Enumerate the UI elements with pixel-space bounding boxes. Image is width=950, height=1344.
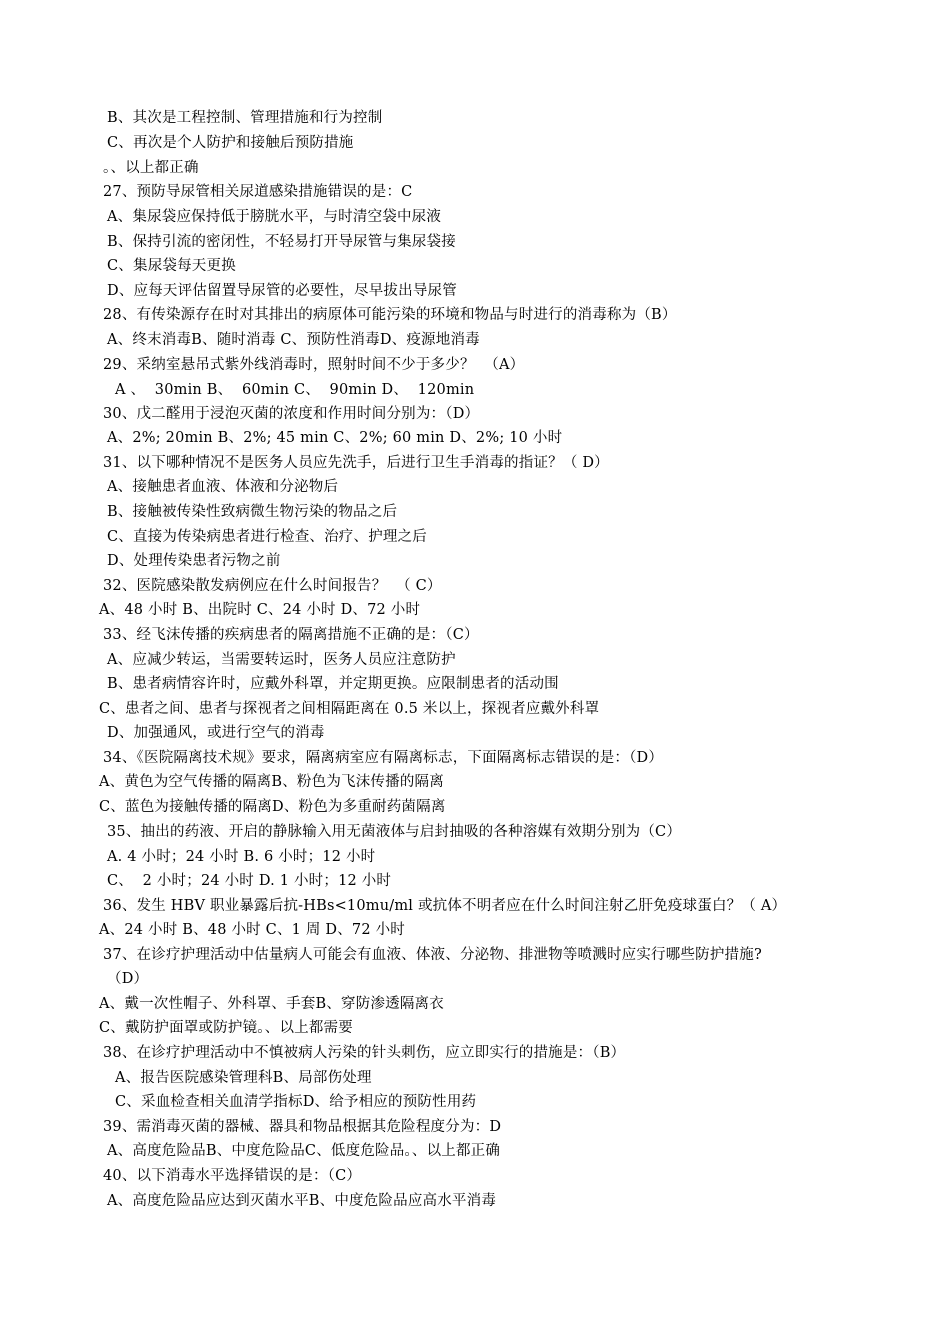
option-line: A、戴一次性帽子、外科罩、手套B、穿防渗透隔离衣: [99, 996, 444, 1012]
question-line: 38、在诊疗护理活动中不慎被病人污染的针头刺伤，应立即实行的措施是：（B）: [103, 1045, 626, 1061]
option-line: C、采血检查相关血清学指标D、给予相应的预防性用药: [115, 1094, 477, 1110]
option-line: A、集尿袋应保持低于膀胱水平，与时清空袋中尿液: [107, 209, 442, 225]
question-line: 31、以下哪种情况不是医务人员应先洗手，后进行卫生手消毒的指证？（ D）: [103, 455, 609, 471]
question-line: 35、抽出的药液、开启的静脉输入用无菌液体与启封抽吸的各种溶媒有效期分别为（C）: [107, 824, 682, 840]
option-line: C、戴防护面罩或防护镜。、以上都需要: [99, 1020, 353, 1036]
option-line: C、再次是个人防护和接触后预防措施: [107, 135, 354, 151]
option-line: A、黄色为空气传播的隔离B、粉色为飞沫传播的隔离: [99, 774, 444, 790]
option-line: B、其次是工程控制、管理措施和行为控制: [107, 110, 383, 126]
option-line: A、高度危险品B、中度危险品C、低度危险品。、以上都正确: [107, 1143, 501, 1159]
option-line: B、患者病情容许时，应戴外科罩，并定期更换。应限制患者的活动围: [107, 676, 559, 692]
question-line: 36、发生 HBV 职业暴露后抗-HBs<10mu/ml 或抗体不明者应在什么时间注射乙肝免疫球蛋白？（ A）: [103, 898, 787, 914]
question-line: 27、预防导尿管相关尿道感染措施错误的是：C: [103, 184, 413, 200]
option-line: C、蓝色为接触传播的隔离D、粉色为多重耐药菌隔离: [99, 799, 446, 815]
option-line: C、集尿袋每天更换: [107, 258, 236, 274]
option-line: A、终末消毒B、随时消毒 C、预防性消毒D、疫源地消毒: [107, 332, 480, 348]
question-answer-line: （D）: [107, 971, 149, 987]
option-line: C、 2 小时；24 小时 D. 1 小时；12 小时: [107, 873, 392, 889]
option-line: D、加强通风，或进行空气的消毒: [107, 725, 325, 741]
question-line: 30、戊二醛用于浸泡灭菌的浓度和作用时间分别为：（D）: [103, 406, 480, 422]
option-line: A、24 小时 B、48 小时 C、1 周 D、72 小时: [99, 922, 405, 938]
option-line: A 、 30min B、 60min C、 90min D、 120min: [115, 382, 475, 398]
option-line: A. 4 小时；24 小时 B. 6 小时；12 小时: [107, 849, 376, 865]
option-line: 。、以上都正确: [103, 160, 199, 176]
option-line: C、直接为传染病患者进行检查、治疗、护理之后: [107, 529, 427, 545]
question-line: 37、在诊疗护理活动中估量病人可能会有血液、体液、分泌物、排泄物等喷溅时应实行哪些防护措施?: [103, 947, 762, 963]
question-line: 29、采纳室悬吊式紫外线消毒时，照射时间不少于多少？ （A）: [103, 357, 525, 373]
question-line: 34、《医院隔离技术规》要求，隔离病室应有隔离标志，下面隔离标志错误的是：（D）: [103, 750, 664, 766]
question-line: 28、有传染源存在时对其排出的病原体可能污染的环境和物品与时进行的消毒称为（B）: [103, 307, 677, 323]
option-line: A、应减少转运，当需要转运时，医务人员应注意防护: [107, 652, 456, 668]
option-line: B、保持引流的密闭性，不轻易打开导尿管与集尿袋接: [107, 234, 456, 250]
option-line: A、2%; 20min B、2%; 45 min C、2%; 60 min D、2%; 10 小时: [107, 430, 563, 446]
option-line: B、接触被传染性致病微生物污染的物品之后: [107, 504, 398, 520]
option-line: A、接触患者血液、体液和分泌物后: [107, 479, 339, 495]
option-line: D、处理传染患者污物之前: [107, 553, 281, 569]
question-line: 40、以下消毒水平选择错误的是：（C）: [103, 1168, 362, 1184]
question-line: 32、医院感染散发病例应在什么时间报告？ （ C）: [103, 578, 442, 594]
option-line: A、报告医院感染管理科B、局部伤处理: [115, 1070, 372, 1086]
option-line: A、高度危险品应达到灭菌水平B、中度危险品应高水平消毒: [107, 1193, 497, 1209]
question-line: 39、需消毒灭菌的器械、器具和物品根据其危险程度分为：D: [103, 1119, 502, 1135]
question-line: 33、经飞沫传播的疾病患者的隔离措施不正确的是：（C）: [103, 627, 479, 643]
option-line: C、患者之间、患者与探视者之间相隔距离在 0.5 米以上，探视者应戴外科罩: [99, 701, 600, 717]
option-line: D、应每天评估留置导尿管的必要性，尽早拔出导尿管: [107, 283, 457, 299]
option-line: A、48 小时 B、出院时 C、24 小时 D、72 小时: [99, 602, 421, 618]
